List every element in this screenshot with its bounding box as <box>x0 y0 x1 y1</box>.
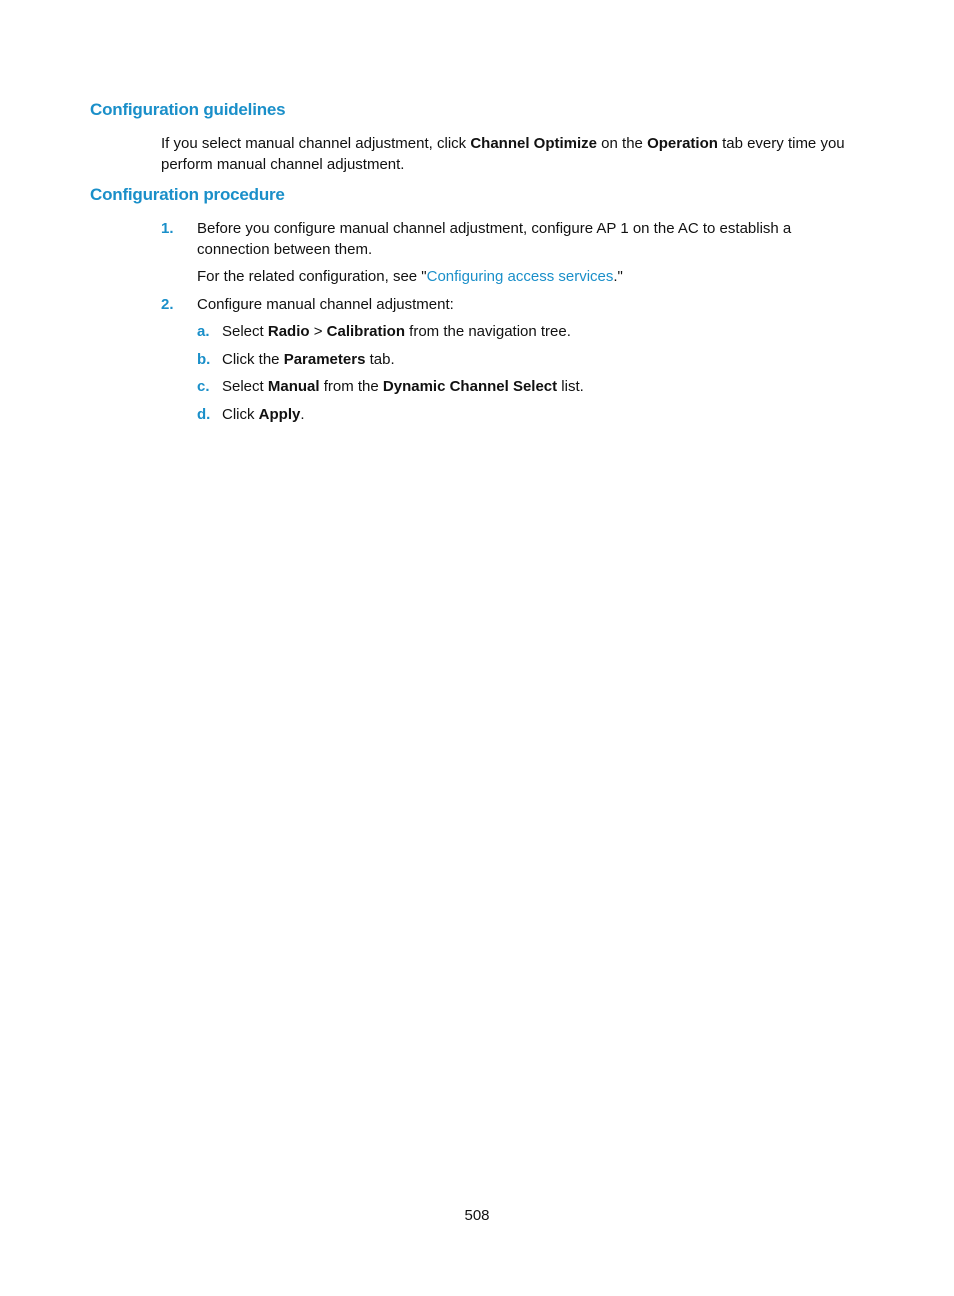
substep-letter: d. <box>197 406 211 423</box>
step-number: 2. <box>161 296 174 313</box>
guidelines-text: tab every time you <box>717 135 845 152</box>
substep-text: Click <box>222 406 259 423</box>
substep-text: Select <box>222 323 268 340</box>
parameters-term: Parameters <box>283 351 366 368</box>
section-heading-procedure: Configuration procedure <box>90 185 285 204</box>
note-text: For the related configuration, see " <box>197 268 427 285</box>
operation-term: Operation <box>647 135 718 152</box>
substep-text: Select <box>222 378 268 395</box>
substep-d-text <box>222 404 305 425</box>
step-1-note <box>197 266 867 287</box>
guidelines-text: on the <box>597 135 648 152</box>
calibration-term: Calibration <box>326 323 405 340</box>
substep-b-text <box>222 349 395 370</box>
configuring-access-services-link[interactable]: Configuring access services <box>426 268 614 285</box>
step-2-text: Configure manual channel adjustment: <box>197 296 454 313</box>
channel-optimize-term: Channel Optimize <box>470 135 598 152</box>
step-text: Before you configure manual channel adjustment, configure AP 1 on the AC to establish a <box>197 220 792 237</box>
substep-text: from the navigation tree. <box>404 323 571 340</box>
guidelines-text: perform manual channel adjustment. <box>161 156 405 173</box>
substep-a-text <box>222 321 571 342</box>
note-text: ." <box>613 268 623 285</box>
substep-text: list. <box>557 378 584 395</box>
substep-c-text <box>222 376 584 397</box>
guidelines-paragraph <box>161 133 866 175</box>
substep-text: Click the <box>222 351 284 368</box>
step-1-text <box>197 218 867 260</box>
section-heading-guidelines: Configuration guidelines <box>90 100 286 119</box>
step-text: connection between them. <box>197 241 373 258</box>
dynamic-channel-select-term: Dynamic Channel Select <box>382 378 558 395</box>
substep-letter: c. <box>197 378 210 395</box>
guidelines-text: If you select manual channel adjustment, click <box>161 135 471 152</box>
manual-term: Manual <box>267 378 320 395</box>
substep-text: > <box>309 323 327 340</box>
radio-term: Radio <box>267 323 310 340</box>
substep-text: from the <box>319 378 383 395</box>
apply-term: Apply <box>258 406 301 423</box>
step-number: 1. <box>161 220 174 237</box>
substep-letter: a. <box>197 323 210 340</box>
substep-text: . <box>300 406 305 423</box>
substep-text: tab. <box>365 351 395 368</box>
page-number: 508 <box>464 1207 490 1224</box>
substep-letter: b. <box>197 351 211 368</box>
